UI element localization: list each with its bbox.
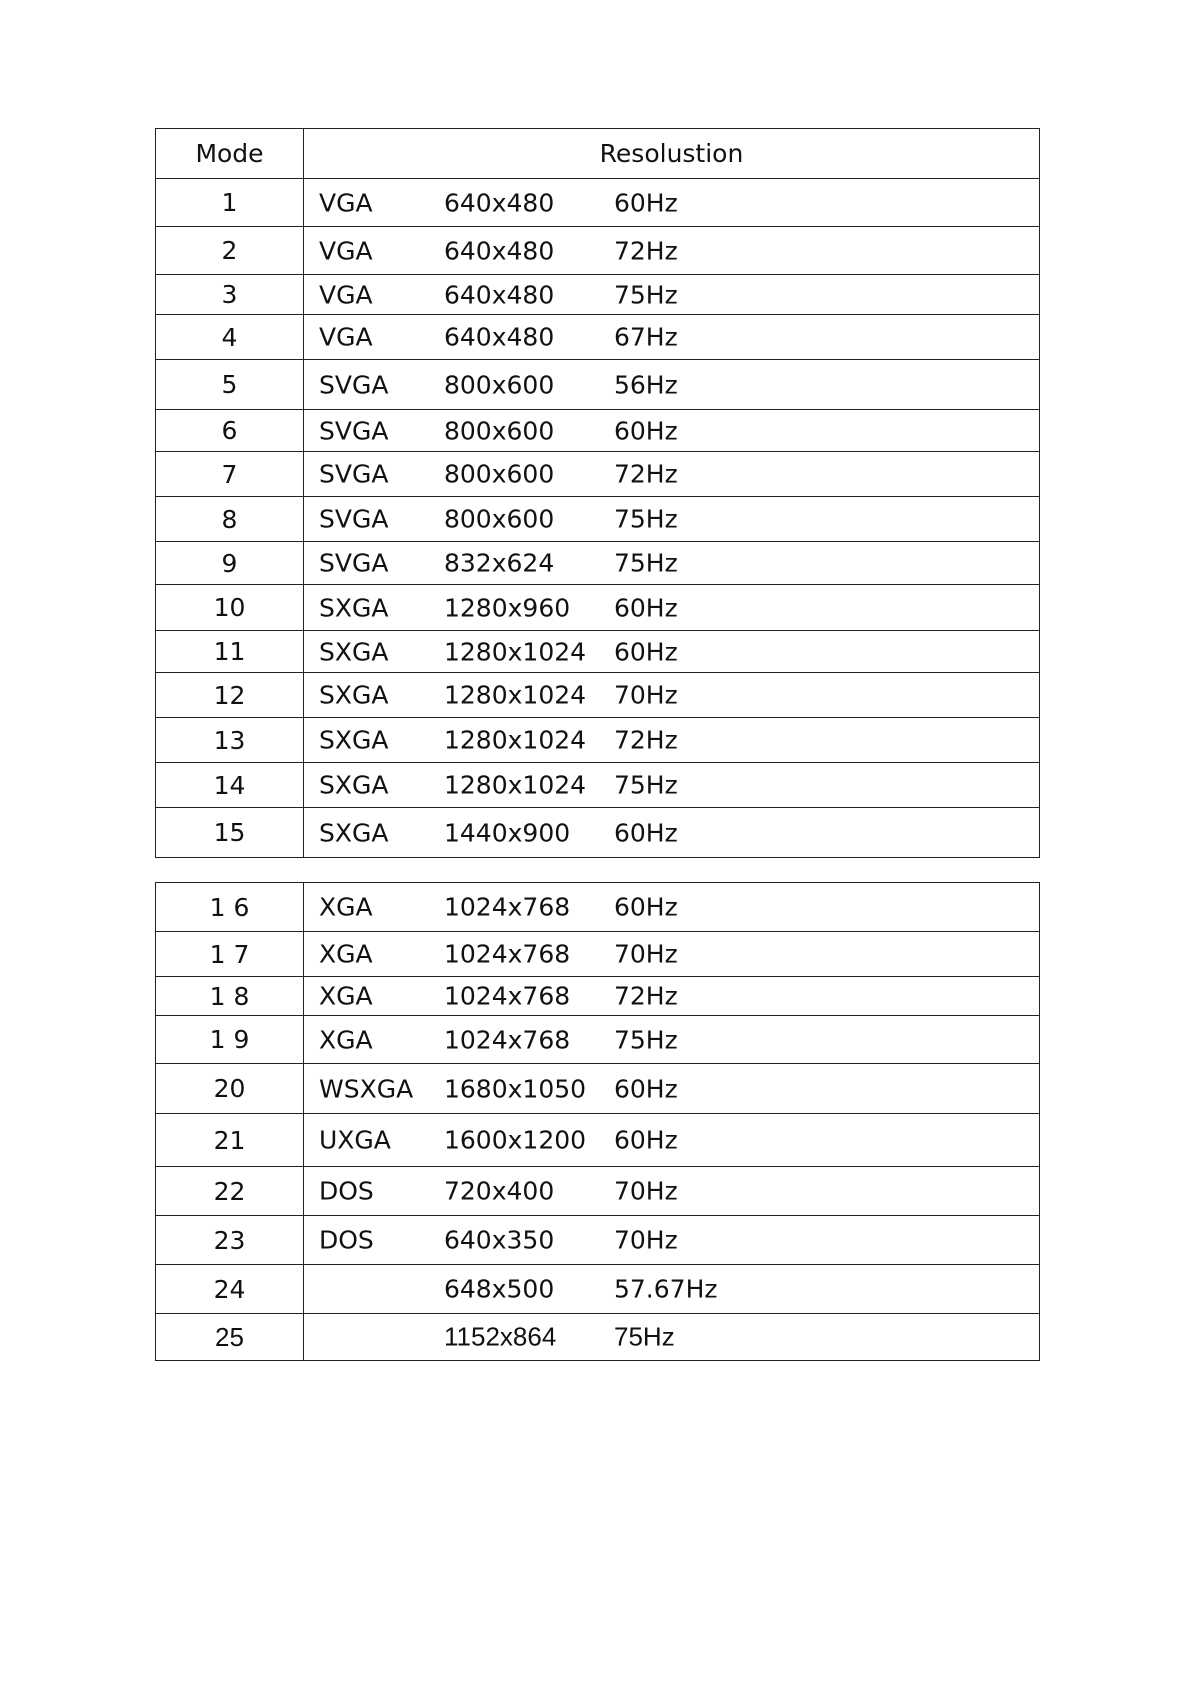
mode-cell: 15 <box>156 808 304 857</box>
refresh-text: 57.67Hz <box>614 1274 718 1304</box>
refresh-text: 72Hz <box>614 725 678 755</box>
resolution-cell <box>304 227 1039 274</box>
resolution-text: 648x500 <box>444 1274 555 1304</box>
resolution-cell <box>304 763 1039 807</box>
resolution-text: 640x480 <box>444 322 555 352</box>
standard-text: SXGA <box>319 637 389 666</box>
mode-table-top <box>155 128 1040 858</box>
resolution-cell <box>304 883 1039 931</box>
mode-cell: 24 <box>156 1265 304 1313</box>
resolution-cell <box>304 275 1039 314</box>
refresh-text: 75Hz <box>614 770 678 800</box>
standard-text: VGA <box>319 280 373 309</box>
resolution-cell <box>304 360 1039 409</box>
refresh-text: 60Hz <box>614 1074 678 1103</box>
standard-text: DOS <box>319 1176 374 1206</box>
refresh-text: 67Hz <box>614 322 678 352</box>
refresh-text: 70Hz <box>614 939 678 969</box>
resolution-column-header-cell <box>304 129 1039 178</box>
standard-text: SVGA <box>319 416 389 445</box>
resolution-cell <box>304 977 1039 1015</box>
mode-cell: 25 <box>156 1314 304 1360</box>
resolution-column-header: Resolustion <box>599 139 744 168</box>
mode-cell: 1 8 <box>156 977 304 1015</box>
refresh-text: 72Hz <box>614 981 678 1011</box>
resolution-cell <box>304 452 1039 496</box>
resolution-cell <box>304 410 1039 451</box>
mode-cell: 7 <box>156 452 304 496</box>
resolution-text: 640x480 <box>444 280 555 309</box>
mode-cell: 12 <box>156 673 304 717</box>
refresh-text: 56Hz <box>614 370 678 399</box>
resolution-cell <box>304 932 1039 976</box>
standard-text: SVGA <box>319 459 389 489</box>
resolution-cell <box>304 718 1039 762</box>
resolution-cell <box>304 808 1039 857</box>
table-row <box>156 718 1039 763</box>
standard-text: SXGA <box>319 818 389 847</box>
table-row <box>156 1314 1039 1360</box>
refresh-text: 60Hz <box>614 637 678 666</box>
resolution-text: 1440x900 <box>444 818 571 847</box>
resolution-text: 1600x1200 <box>444 1125 587 1155</box>
table-row <box>156 1167 1039 1216</box>
resolution-cell <box>304 1064 1039 1113</box>
standard-text: SXGA <box>319 770 389 800</box>
resolution-cell <box>304 673 1039 717</box>
table-row <box>156 452 1039 497</box>
standard-text: VGA <box>319 236 373 265</box>
resolution-cell <box>304 315 1039 359</box>
table-row <box>156 763 1039 808</box>
resolution-text: 1024x768 <box>444 939 571 969</box>
mode-cell: 2 <box>156 227 304 274</box>
resolution-text: 1280x1024 <box>444 680 587 710</box>
table-row <box>156 497 1039 542</box>
resolution-text: 1280x1024 <box>444 637 587 666</box>
table-row <box>156 1216 1039 1265</box>
refresh-text: 60Hz <box>614 593 678 622</box>
refresh-text: 60Hz <box>614 188 678 217</box>
mode-cell: 1 6 <box>156 883 304 931</box>
standard-text: UXGA <box>319 1125 391 1155</box>
resolution-cell <box>304 1167 1039 1215</box>
mode-cell: 1 7 <box>156 932 304 976</box>
resolution-text: 1024x768 <box>444 892 571 922</box>
table-row <box>156 883 1039 932</box>
mode-cell: 4 <box>156 315 304 359</box>
mode-cell: 13 <box>156 718 304 762</box>
resolution-text: 640x480 <box>444 188 555 217</box>
table-row <box>156 631 1039 673</box>
resolution-text: 800x600 <box>444 416 555 445</box>
standard-text: XGA <box>319 1025 373 1054</box>
mode-cell: 8 <box>156 497 304 541</box>
refresh-text: 60Hz <box>614 1125 678 1155</box>
refresh-text: 70Hz <box>614 1225 678 1255</box>
mode-cell: 11 <box>156 631 304 672</box>
resolution-cell <box>304 1114 1039 1166</box>
mode-cell: 23 <box>156 1216 304 1264</box>
standard-text: SVGA <box>319 504 389 534</box>
standard-text: SVGA <box>319 370 389 399</box>
refresh-text: 70Hz <box>614 680 678 710</box>
refresh-text: 60Hz <box>614 818 678 847</box>
resolution-text: 800x600 <box>444 370 555 399</box>
resolution-text: 1280x1024 <box>444 725 587 755</box>
mode-cell: 5 <box>156 360 304 409</box>
refresh-text: 75Hz <box>614 504 678 534</box>
refresh-text: 60Hz <box>614 892 678 922</box>
table-row <box>156 227 1039 275</box>
resolution-text: 800x600 <box>444 504 555 534</box>
resolution-cell <box>304 497 1039 541</box>
standard-text: XGA <box>319 892 373 922</box>
mode-cell: 22 <box>156 1167 304 1215</box>
table-row <box>156 275 1039 315</box>
mode-cell: 9 <box>156 542 304 584</box>
mode-cell: 1 9 <box>156 1016 304 1063</box>
refresh-text: 72Hz <box>614 236 678 265</box>
resolution-cell <box>304 179 1039 226</box>
refresh-text: 70Hz <box>614 1176 678 1206</box>
table-row <box>156 315 1039 360</box>
mode-cell: 21 <box>156 1114 304 1166</box>
resolution-cell <box>304 542 1039 584</box>
table-row <box>156 673 1039 718</box>
table-row <box>156 808 1039 857</box>
resolution-cell <box>304 1314 1039 1360</box>
standard-text: SXGA <box>319 725 389 755</box>
mode-cell: 10 <box>156 585 304 630</box>
refresh-text: 60Hz <box>614 416 678 445</box>
resolution-text: 1024x768 <box>444 1025 571 1054</box>
table-row <box>156 1016 1039 1064</box>
standard-text: SXGA <box>319 680 389 710</box>
table-row <box>156 1265 1039 1314</box>
resolution-text: 1680x1050 <box>444 1074 587 1103</box>
mode-table-bottom <box>155 882 1040 1361</box>
resolution-text: 1280x960 <box>444 593 571 622</box>
mode-cell: 14 <box>156 763 304 807</box>
table-row <box>156 1064 1039 1114</box>
mode-cell: 3 <box>156 275 304 314</box>
resolution-cell <box>304 1216 1039 1264</box>
table-row <box>156 410 1039 452</box>
refresh-text: 75Hz <box>614 1025 678 1054</box>
table-row <box>156 1114 1039 1167</box>
refresh-text: 75Hz <box>614 1321 675 1352</box>
resolution-text: 720x400 <box>444 1176 555 1206</box>
refresh-text: 75Hz <box>614 548 678 578</box>
resolution-text: 1024x768 <box>444 981 571 1011</box>
resolution-text: 640x480 <box>444 236 555 265</box>
standard-text: WSXGA <box>319 1074 414 1103</box>
resolution-text: 1152x864 <box>444 1321 557 1352</box>
resolution-cell <box>304 585 1039 630</box>
standard-text: DOS <box>319 1225 374 1255</box>
standard-text: SXGA <box>319 593 389 622</box>
table-header-row <box>156 129 1039 179</box>
table-row <box>156 179 1039 227</box>
standard-text: SVGA <box>319 548 389 578</box>
resolution-text: 800x600 <box>444 459 555 489</box>
resolution-cell <box>304 1265 1039 1313</box>
mode-column-header: Mode <box>156 129 304 178</box>
resolution-cell <box>304 631 1039 672</box>
standard-text: VGA <box>319 188 373 217</box>
refresh-text: 75Hz <box>614 280 678 309</box>
table-row <box>156 932 1039 977</box>
table-row <box>156 585 1039 631</box>
resolution-text: 640x350 <box>444 1225 555 1255</box>
resolution-text: 1280x1024 <box>444 770 587 800</box>
refresh-text: 72Hz <box>614 459 678 489</box>
resolution-cell <box>304 1016 1039 1063</box>
standard-text: XGA <box>319 981 373 1011</box>
mode-cell: 1 <box>156 179 304 226</box>
standard-text: VGA <box>319 322 373 352</box>
standard-text: XGA <box>319 939 373 969</box>
resolution-text: 832x624 <box>444 548 555 578</box>
mode-cell: 6 <box>156 410 304 451</box>
table-row <box>156 977 1039 1016</box>
mode-cell: 20 <box>156 1064 304 1113</box>
table-row <box>156 360 1039 410</box>
table-row <box>156 542 1039 585</box>
